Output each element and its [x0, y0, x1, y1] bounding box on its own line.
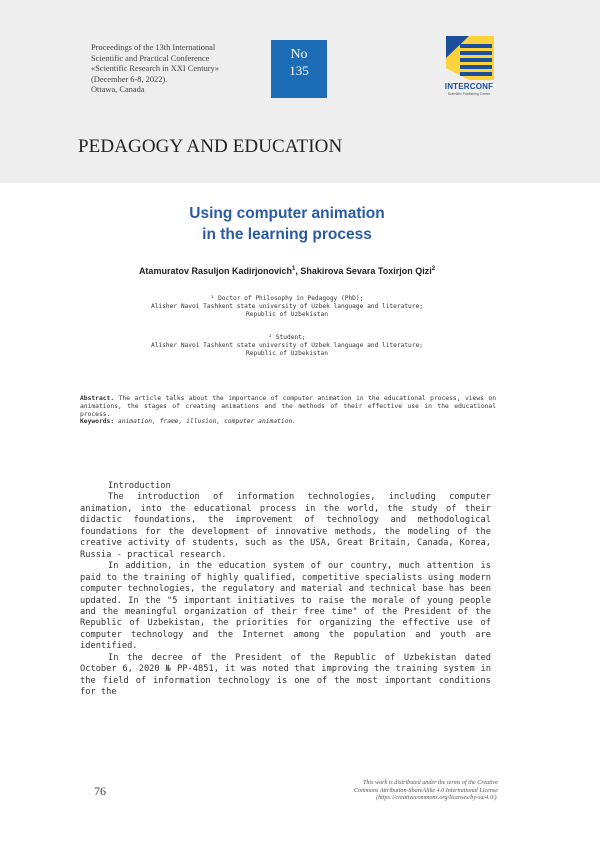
license-note: [262, 780, 498, 803]
body-paragraph: In the decree of the President of the Republic of Uzbekistan dated October 6, 2020 № PP-4851, it was noted that improving the training system in the field of information technology is one of the most important conditions for the: [80, 652, 491, 698]
article-body: [80, 481, 491, 699]
affiliation-1: [0, 295, 574, 318]
conference-line: «Scientific Research in XXI Century»: [91, 64, 219, 74]
logo-subtext: Scientific Publishing Center: [447, 92, 491, 96]
author-name: Atamuratov Rasuljon Kadirjonovich: [138, 266, 292, 276]
author-affiliation-mark: 2: [431, 266, 436, 272]
conference-line: Scientific and Practical Conference: [91, 53, 210, 63]
license-line: (https://creativecommons.org/licenses/by-sa/4.0/).: [376, 795, 498, 802]
keywords-list: animation, frame, illusion, computer animation.: [114, 418, 297, 426]
affiliation-2: [0, 334, 574, 357]
author-affiliation-mark: 1: [291, 266, 296, 272]
issue-number: 135: [289, 63, 309, 78]
abstract-text: [80, 395, 496, 418]
paper-title: [0, 203, 574, 245]
affiliation-line: Republic of Uzbekistan: [246, 349, 328, 357]
abstract: [80, 395, 496, 426]
body-paragraph: In addition, in the education system of our country, much attention is paid to the training of highly qualified, competitive specialists using modern computer technologies, the regulatory and material and technical base has been updated. In the "5 important initiatives to raise the morale of young people and the meaningful organization of their free time" of the President of the Republic of Uzbekistan, the priorities for organizing the effective use of computer technology and the Internet among the population and youth are identified.: [80, 561, 491, 652]
page-header: [0, 0, 600, 183]
body-paragraph: The introduction of information technologies, including computer animation, into the educational process in the world, the study of their didactic foundations, the improvement of technology and methodological foundations for the development of innovative methods, the modeling of the creative activity of students, such as the USA, Great Britain, Canada, Korea, Russia - practical research.: [80, 492, 491, 560]
keywords-label: Keywords:: [80, 418, 115, 426]
section-title: PEDAGOGY AND EDUCATION: [78, 136, 343, 157]
author-separator: ,: [295, 266, 301, 276]
conference-dates: (December 6-8, 2022).: [91, 74, 168, 84]
abstract-label: Abstract.: [80, 395, 115, 402]
conference-line: Proceedings of the 13th International: [91, 43, 216, 52]
paper-title-line: Using computer animation: [189, 205, 385, 222]
issue-badge: [271, 40, 327, 98]
introduction-heading: Introduction: [108, 481, 171, 491]
affiliation-line: ² Student;: [268, 334, 306, 341]
author-name: Shakirova Sevara Toxirjon Qizi: [300, 266, 432, 276]
paper-title-line: in the learning process: [202, 226, 372, 243]
affiliation-line: ¹ Doctor of Philosophy in Pedagogy (PhD);: [210, 295, 364, 302]
page-number: 76: [94, 784, 106, 798]
affiliation-line: Alisher Navoi Tashkent state university of Uzbek language and literature;: [151, 341, 423, 349]
conference-location: Ottawa, Canada: [91, 85, 145, 95]
affiliation-line: Republic of Uzbekistan: [246, 310, 328, 318]
conference-info: [91, 43, 219, 96]
license-line: This work is distributed under the terms of the Creative: [362, 780, 498, 786]
abstract-body: The article talks about the importance of computer animation in the educational process, views on animations, the stages of creating animations and the methods of their effective use in the educational process.: [80, 395, 496, 418]
license-line: Commons Attribution-ShareAlike 4.0 International License: [353, 787, 498, 794]
logo-text: INTERCONF: [444, 82, 494, 91]
keywords: [80, 418, 496, 426]
affiliation-line: Alisher Navoi Tashkent state university of Uzbek language and literature;: [151, 302, 423, 310]
author-list: [0, 266, 574, 276]
issue-label: No: [290, 47, 308, 62]
